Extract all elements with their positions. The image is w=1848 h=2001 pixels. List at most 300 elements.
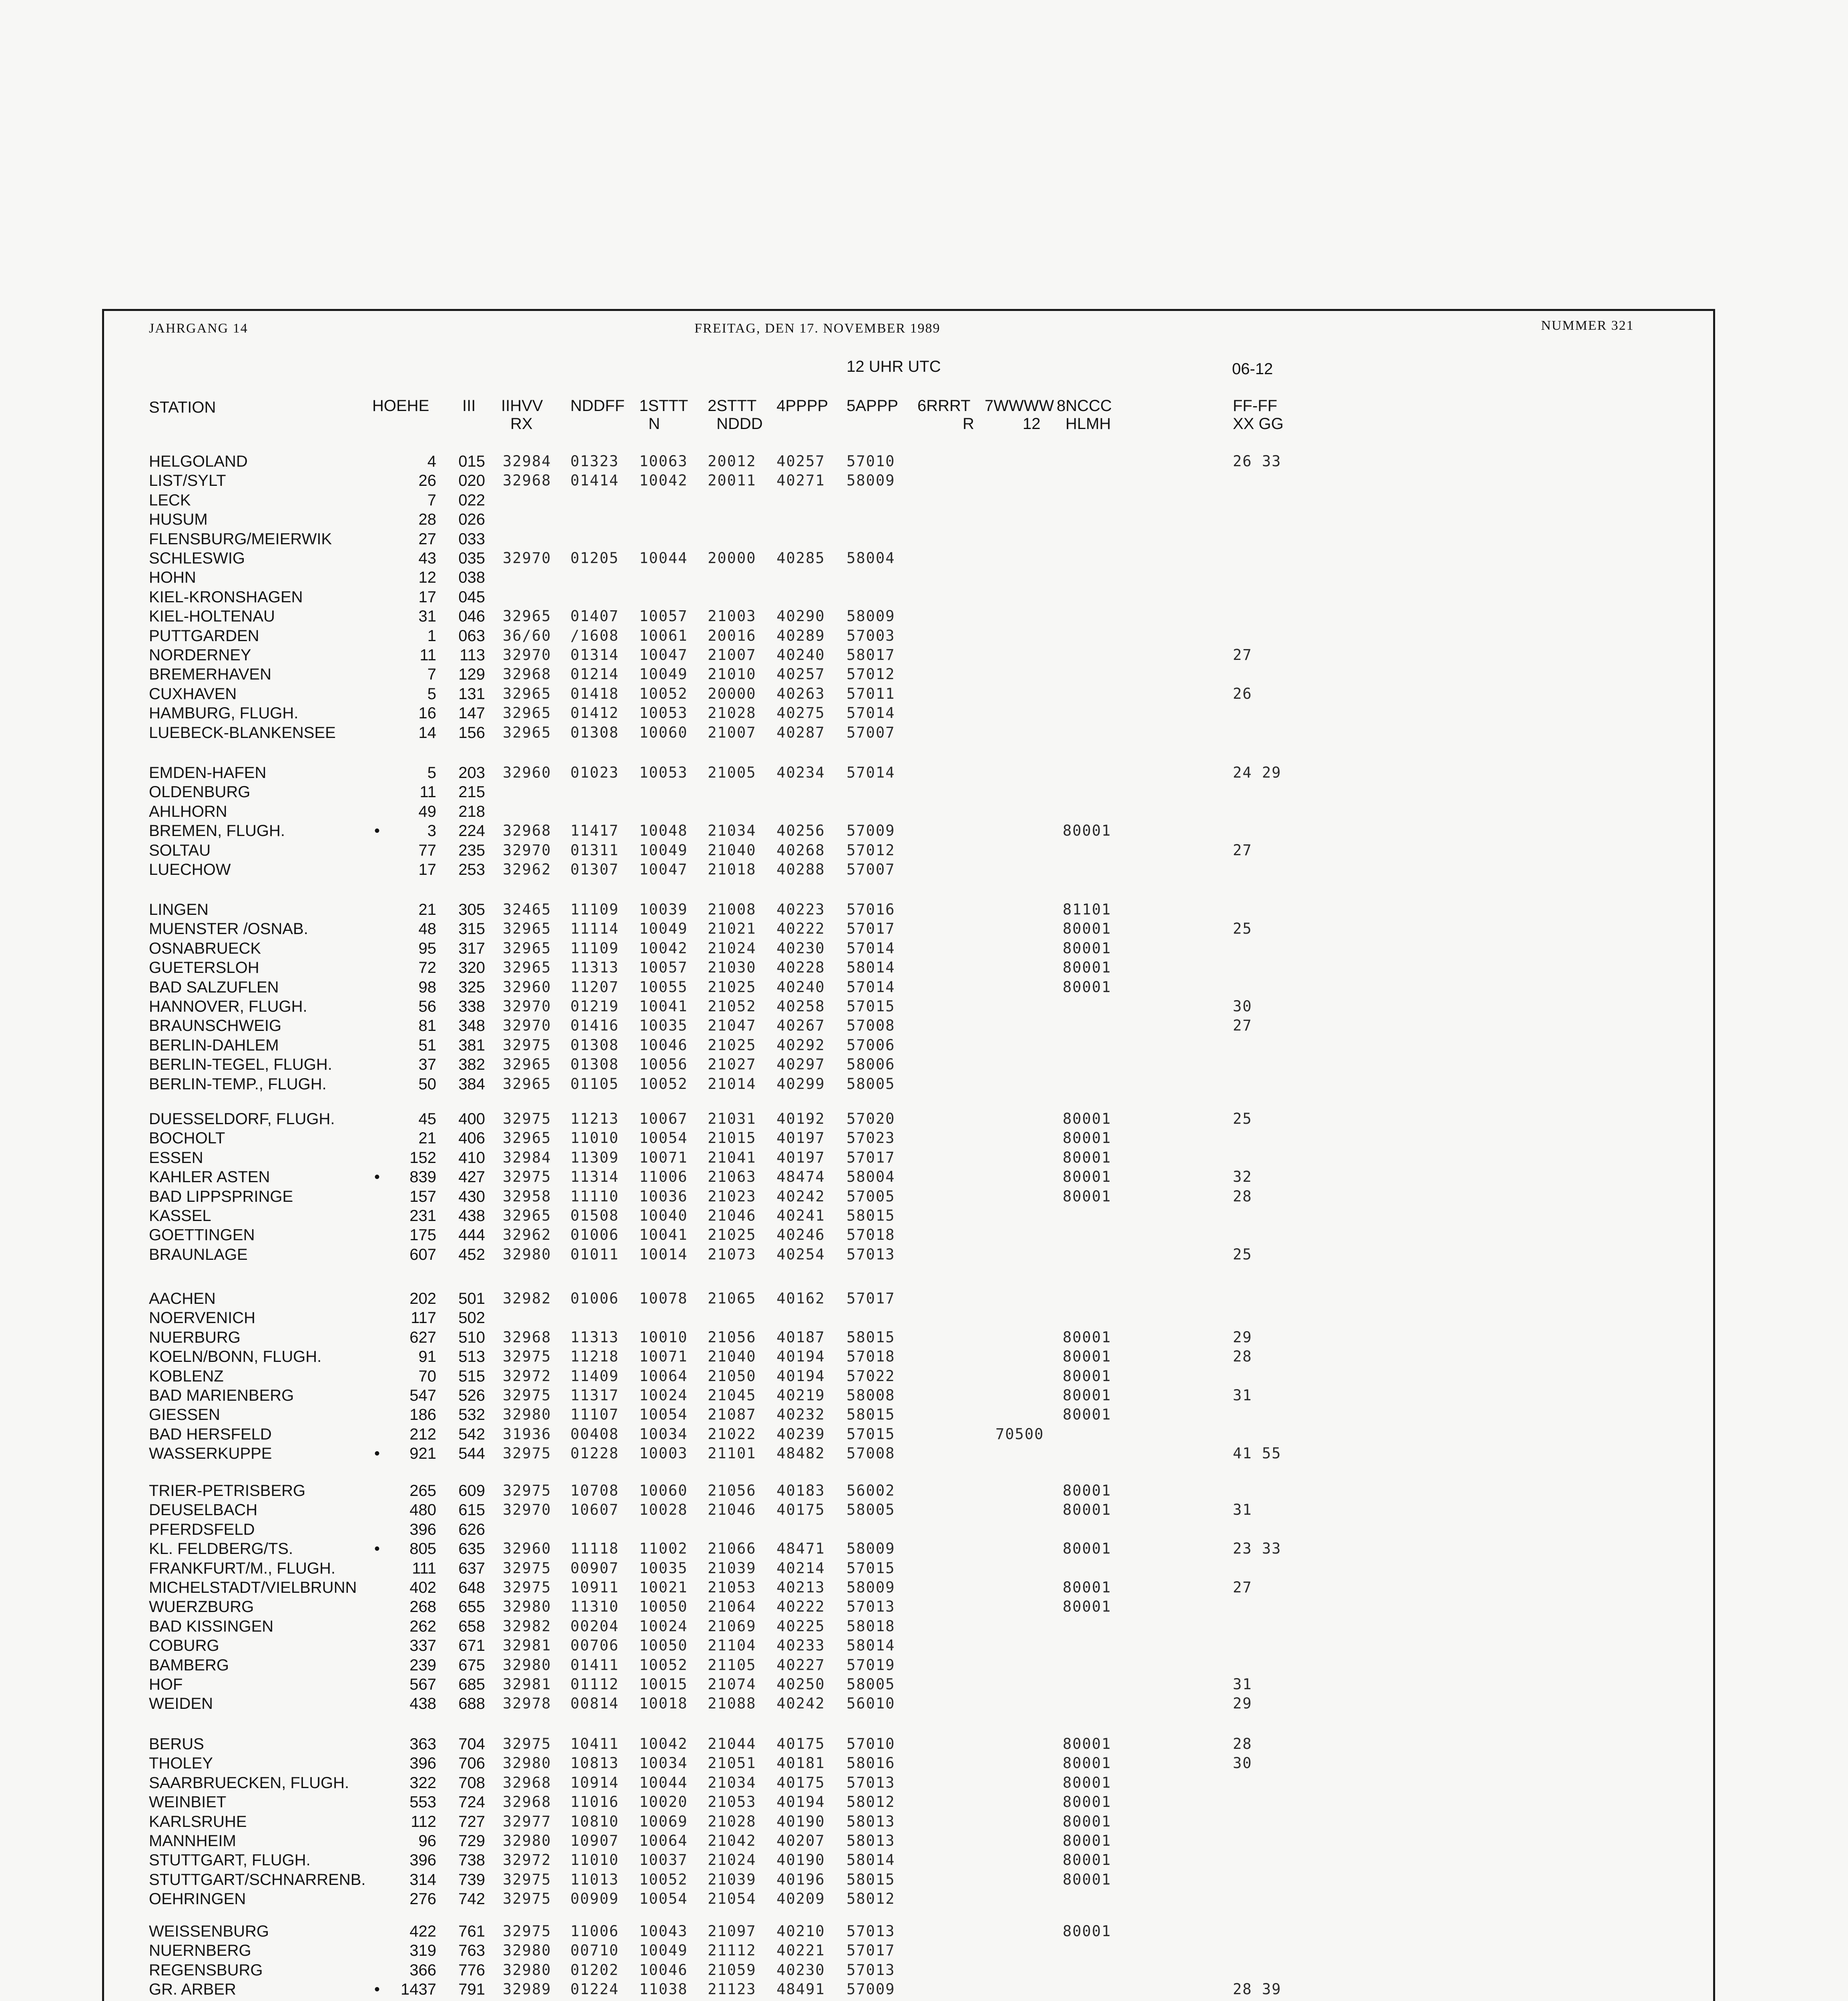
station-height: 7 xyxy=(427,491,436,509)
synop-group: 57007 xyxy=(847,724,895,741)
synop-group: 57009 xyxy=(847,1981,895,1998)
synop-group: 32980 xyxy=(503,1961,552,1979)
station-height: 186 xyxy=(409,1406,436,1424)
synop-group: 21024 xyxy=(708,940,756,957)
col-nddd: NDDD xyxy=(716,415,763,433)
station-id: 452 xyxy=(458,1246,485,1263)
synop-group: 57013 xyxy=(847,1774,895,1791)
synop-group: 58014 xyxy=(847,1637,895,1654)
station-height: 70 xyxy=(418,1367,436,1385)
station-height: 111 xyxy=(412,1560,436,1577)
synop-group: 01307 xyxy=(570,861,619,878)
station-name: WEINBIET xyxy=(149,1793,227,1811)
synop-group: 58012 xyxy=(847,1890,895,1907)
station-id: 129 xyxy=(458,666,485,683)
synop-group: 11002 xyxy=(639,1540,688,1557)
synop-group: 58009 xyxy=(847,608,895,625)
synop-group: 32968 xyxy=(503,822,552,839)
synop-group: 21015 xyxy=(708,1129,756,1147)
synop-group: 32968 xyxy=(503,666,552,683)
station-id: 215 xyxy=(458,783,485,801)
synop-group: 10053 xyxy=(639,764,688,781)
synop-group: 21039 xyxy=(708,1560,756,1577)
col-2sttt: 2STTT xyxy=(708,397,757,415)
station-id: 502 xyxy=(458,1309,485,1327)
table-row xyxy=(0,1754,1848,1772)
synop-group: 10047 xyxy=(639,861,688,878)
station-name: PFERDSFELD xyxy=(149,1521,255,1538)
station-id: 015 xyxy=(458,453,485,470)
synop-group: 01308 xyxy=(570,1056,619,1073)
synop-group: 21074 xyxy=(708,1676,756,1693)
synop-group: 40256 xyxy=(777,822,825,839)
synop-group: 40196 xyxy=(777,1871,825,1888)
table-row xyxy=(0,1617,1848,1636)
synop-group: 57014 xyxy=(847,764,895,781)
station-height: 37 xyxy=(418,1056,436,1073)
synop-group: 21069 xyxy=(708,1618,756,1635)
station-id: 685 xyxy=(458,1676,485,1693)
volume-label: JAHRGANG 14 xyxy=(149,321,248,336)
synop-group: 10064 xyxy=(639,1367,688,1385)
synop-group: 32968 xyxy=(503,1793,552,1811)
col-12: 12 xyxy=(1023,415,1041,433)
station-height: 56 xyxy=(418,998,436,1015)
synop-group: 32982 xyxy=(503,1618,552,1635)
col-rx: RX xyxy=(510,415,533,433)
group-8nccc: 80001 xyxy=(1063,1367,1112,1385)
synop-group: 10063 xyxy=(639,453,688,470)
station-height: 21 xyxy=(418,901,436,918)
synop-group: 40222 xyxy=(777,920,825,937)
synop-group: 40240 xyxy=(777,978,825,996)
synop-group: 10003 xyxy=(639,1445,688,1462)
col-station: STATION xyxy=(149,399,216,416)
synop-group: 01006 xyxy=(570,1290,619,1307)
table-row xyxy=(0,1482,1848,1500)
synop-group: 57010 xyxy=(847,453,895,470)
table-row xyxy=(0,1598,1848,1616)
group-8nccc: 80001 xyxy=(1063,1540,1112,1557)
synop-group: 10047 xyxy=(639,646,688,664)
station-name: OEHRINGEN xyxy=(149,1890,246,1908)
synop-group: 10055 xyxy=(639,978,688,996)
synop-group: 10053 xyxy=(639,704,688,722)
station-id: 147 xyxy=(458,704,485,722)
station-height: 921 xyxy=(409,1445,436,1462)
station-height: 567 xyxy=(409,1676,436,1693)
synop-group: 40242 xyxy=(777,1188,825,1205)
synop-group: 57006 xyxy=(847,1037,895,1054)
synop-group: 00814 xyxy=(570,1695,619,1712)
synop-group: 32970 xyxy=(503,842,552,859)
synop-group: 21031 xyxy=(708,1110,756,1127)
synop-group: 32980 xyxy=(503,1598,552,1615)
col-r: R xyxy=(963,415,974,433)
table-row xyxy=(0,1289,1848,1308)
station-name: BRAUNLAGE xyxy=(149,1246,248,1263)
station-name: EMDEN-HAFEN xyxy=(149,764,267,782)
synop-group: 10907 xyxy=(570,1832,619,1849)
station-name: KASSEL xyxy=(149,1207,211,1225)
station-name: KAHLER ASTEN xyxy=(149,1168,270,1186)
group-8nccc: 80001 xyxy=(1063,1501,1112,1518)
synop-group: 21063 xyxy=(708,1168,756,1185)
synop-group: 32960 xyxy=(503,764,552,781)
station-id: 729 xyxy=(458,1832,485,1850)
synop-group: 32965 xyxy=(503,608,552,625)
synop-group: 58017 xyxy=(847,646,895,664)
station-name: STUTTGART/SCHNARRENB. xyxy=(149,1871,366,1889)
station-id: 515 xyxy=(458,1367,485,1385)
synop-group: 32980 xyxy=(503,1942,552,1959)
synop-group: 11006 xyxy=(639,1168,688,1185)
synop-group: 10810 xyxy=(570,1813,619,1830)
station-id: 235 xyxy=(458,842,485,859)
station-height: 363 xyxy=(409,1735,436,1753)
synop-group: 32975 xyxy=(503,1923,552,1940)
synop-group: 32975 xyxy=(503,1735,552,1752)
station-name: BERLIN-TEMP., FLUGH. xyxy=(149,1075,327,1093)
station-height: 45 xyxy=(418,1110,436,1128)
synop-group: 21023 xyxy=(708,1188,756,1205)
synop-group: 40287 xyxy=(777,724,825,741)
synop-group: 10049 xyxy=(639,920,688,937)
station-name: FRANKFURT/M., FLUGH. xyxy=(149,1560,335,1577)
table-row xyxy=(0,1735,1848,1753)
synop-group: 01411 xyxy=(570,1656,619,1674)
table-row xyxy=(0,724,1848,742)
table-row xyxy=(0,588,1848,606)
synop-group: 01112 xyxy=(570,1676,619,1693)
group-8nccc: 81101 xyxy=(1063,901,1112,918)
synop-group: 10041 xyxy=(639,998,688,1015)
synop-group: 32965 xyxy=(503,1207,552,1224)
synop-group: 01006 xyxy=(570,1226,619,1243)
station-name: OLDENBURG xyxy=(149,783,251,801)
station-name: BOCHOLT xyxy=(149,1129,225,1147)
synop-group: 21010 xyxy=(708,666,756,683)
station-height: 396 xyxy=(409,1851,436,1869)
station-height: 11 xyxy=(419,646,436,664)
synop-group: 36/60 xyxy=(503,627,552,644)
synop-group: 21034 xyxy=(708,822,756,839)
station-name: LECK xyxy=(149,491,191,509)
synop-group: 58013 xyxy=(847,1813,895,1830)
mountain-station-marker: • xyxy=(374,1445,380,1462)
station-id: 038 xyxy=(458,569,485,586)
station-name: WUERZBURG xyxy=(149,1598,254,1616)
synop-group: 40183 xyxy=(777,1482,825,1499)
synop-group: 01224 xyxy=(570,1981,619,1998)
gust-ff: 25 xyxy=(1233,920,1252,937)
table-row xyxy=(0,471,1848,490)
station-name: GUETERSLOH xyxy=(149,959,259,976)
synop-group: 57017 xyxy=(847,1149,895,1166)
synop-group: 58009 xyxy=(847,1540,895,1557)
synop-group: 32970 xyxy=(503,1017,552,1034)
table-row xyxy=(0,1578,1848,1597)
station-name: THOLEY xyxy=(149,1754,213,1772)
synop-group: 10043 xyxy=(639,1923,688,1940)
table-row xyxy=(0,1328,1848,1347)
station-id: 776 xyxy=(458,1961,485,1979)
synop-group: 32981 xyxy=(503,1637,552,1654)
station-id: 655 xyxy=(458,1598,485,1616)
station-name: MUENSTER /OSNAB. xyxy=(149,920,308,938)
synop-group: 57013 xyxy=(847,1961,895,1979)
station-name: LIST/SYLT xyxy=(149,472,226,489)
table-row xyxy=(0,1559,1848,1578)
synop-group: 21042 xyxy=(708,1832,756,1849)
station-name: SAARBRUECKEN, FLUGH. xyxy=(149,1774,349,1792)
station-id: 615 xyxy=(458,1501,485,1519)
station-height: 98 xyxy=(418,978,436,996)
issue-number: NUMMER 321 xyxy=(1541,318,1634,333)
synop-group: 01407 xyxy=(570,608,619,625)
station-height: 314 xyxy=(409,1871,436,1889)
station-id: 406 xyxy=(458,1129,485,1147)
synop-group: 00909 xyxy=(570,1890,619,1907)
station-name: WEIDEN xyxy=(149,1695,213,1712)
synop-group: 21041 xyxy=(708,1149,756,1166)
station-height: 547 xyxy=(409,1387,436,1404)
synop-group: 57017 xyxy=(847,1290,895,1307)
synop-group: 40192 xyxy=(777,1110,825,1127)
synop-group: 58013 xyxy=(847,1832,895,1849)
group-8nccc: 80001 xyxy=(1063,1110,1112,1127)
synop-group: 00706 xyxy=(570,1637,619,1654)
station-height: 21 xyxy=(418,1129,436,1147)
synop-group: 01412 xyxy=(570,704,619,722)
table-row xyxy=(0,1890,1848,1908)
gust-ff: 30 xyxy=(1233,1754,1252,1772)
station-height: 480 xyxy=(409,1501,436,1519)
synop-group: 21022 xyxy=(708,1426,756,1443)
synop-group: 57023 xyxy=(847,1129,895,1147)
station-id: 382 xyxy=(458,1056,485,1073)
synop-group: 10064 xyxy=(639,1832,688,1849)
gust-ff: 25 xyxy=(1233,1246,1252,1263)
synop-group: 10052 xyxy=(639,685,688,702)
table-row xyxy=(0,1110,1848,1128)
synop-group: 10049 xyxy=(639,1942,688,1959)
table-row xyxy=(0,841,1848,860)
station-id: 113 xyxy=(459,646,485,664)
synop-group: 11310 xyxy=(570,1598,619,1615)
station-height: 337 xyxy=(409,1637,436,1654)
synop-group: 10054 xyxy=(639,1129,688,1147)
station-name: SCHLESWIG xyxy=(149,549,245,567)
period-label: 06-12 xyxy=(1232,360,1273,378)
station-name: DEUSELBACH xyxy=(149,1501,258,1519)
synop-group: 32975 xyxy=(503,1037,552,1054)
table-row xyxy=(0,1813,1848,1831)
synop-group: 10040 xyxy=(639,1207,688,1224)
synop-group: 40162 xyxy=(777,1290,825,1307)
synop-group: 11114 xyxy=(570,920,619,937)
synop-group: 40239 xyxy=(777,1426,825,1443)
station-id: 400 xyxy=(458,1110,485,1128)
synop-group: 40219 xyxy=(777,1387,825,1404)
synop-group: 01308 xyxy=(570,724,619,741)
synop-group: 57003 xyxy=(847,627,895,644)
synop-group: 10028 xyxy=(639,1501,688,1518)
synop-group: 40258 xyxy=(777,998,825,1015)
station-height: 72 xyxy=(418,959,436,976)
station-id: 727 xyxy=(458,1813,485,1831)
station-id: 035 xyxy=(458,549,485,567)
station-name: BAD HERSFELD xyxy=(149,1426,272,1443)
table-row xyxy=(0,1520,1848,1539)
synop-group: 40263 xyxy=(777,685,825,702)
synop-group: 01202 xyxy=(570,1961,619,1979)
station-name: KOBLENZ xyxy=(149,1367,224,1385)
synop-group: 40250 xyxy=(777,1676,825,1693)
group-8nccc: 80001 xyxy=(1063,1871,1112,1888)
station-id: 218 xyxy=(458,803,485,820)
synop-group: 21028 xyxy=(708,704,756,722)
station-id: 688 xyxy=(458,1695,485,1712)
group-8nccc: 80001 xyxy=(1063,1851,1112,1869)
synop-group: 32960 xyxy=(503,978,552,996)
synop-group: 58004 xyxy=(847,1168,895,1185)
synop-group: 32465 xyxy=(503,901,552,918)
synop-group: 40232 xyxy=(777,1406,825,1423)
synop-group: 32970 xyxy=(503,998,552,1015)
station-name: MANNHEIM xyxy=(149,1832,236,1850)
station-height: 422 xyxy=(409,1923,436,1940)
table-row xyxy=(0,1444,1848,1463)
synop-group: 10049 xyxy=(639,842,688,859)
synop-group: 32975 xyxy=(503,1110,552,1127)
synop-group: 21104 xyxy=(708,1637,756,1654)
synop-group: 21007 xyxy=(708,646,756,664)
station-name: HANNOVER, FLUGH. xyxy=(149,998,307,1015)
table-row xyxy=(0,685,1848,703)
synop-group: 10914 xyxy=(570,1774,619,1791)
synop-group: 21050 xyxy=(708,1367,756,1385)
station-height: 202 xyxy=(409,1290,436,1307)
station-id: 348 xyxy=(458,1017,485,1035)
station-name: BERLIN-DAHLEM xyxy=(149,1037,279,1054)
synop-group: 21051 xyxy=(708,1754,756,1772)
station-name: NOERVENICH xyxy=(149,1309,255,1327)
table-row xyxy=(0,802,1848,821)
station-height: 157 xyxy=(409,1188,436,1205)
synop-group: 32975 xyxy=(503,1560,552,1577)
col-xx-gg: XX GG xyxy=(1233,415,1284,433)
synop-group: 40297 xyxy=(777,1056,825,1073)
station-id: 320 xyxy=(458,959,485,976)
station-height: 839 xyxy=(409,1168,436,1186)
synop-group: 40240 xyxy=(777,646,825,664)
synop-group: 32965 xyxy=(503,940,552,957)
station-height: 212 xyxy=(409,1426,436,1443)
synop-group: 57015 xyxy=(847,1560,895,1577)
col-hlmh: HLMH xyxy=(1065,415,1111,433)
group-7wwww: 70500 xyxy=(995,1426,1044,1443)
table-row xyxy=(0,510,1848,529)
synop-group: 57010 xyxy=(847,1735,895,1752)
table-row xyxy=(0,704,1848,722)
synop-group: 10010 xyxy=(639,1329,688,1346)
table-row xyxy=(0,1425,1848,1444)
synop-group: 32965 xyxy=(503,724,552,741)
table-row xyxy=(0,1980,1848,1999)
table-row xyxy=(0,665,1848,684)
table-row xyxy=(0,1055,1848,1074)
table-row xyxy=(0,1075,1848,1093)
synop-group: 10024 xyxy=(639,1387,688,1404)
synop-group: 10056 xyxy=(639,1056,688,1073)
synop-group: 10050 xyxy=(639,1598,688,1615)
table-row xyxy=(0,1774,1848,1792)
table-row xyxy=(0,491,1848,509)
station-height: 3 xyxy=(427,822,436,840)
synop-group: 40213 xyxy=(777,1579,825,1596)
synop-group: 40197 xyxy=(777,1149,825,1166)
col-iihvv: IIHVV xyxy=(501,397,543,415)
synop-group: 21066 xyxy=(708,1540,756,1557)
table-row xyxy=(0,1501,1848,1519)
synop-group: 58014 xyxy=(847,1851,895,1869)
table-row xyxy=(0,939,1848,958)
synop-group: 21052 xyxy=(708,998,756,1015)
synop-group: 57012 xyxy=(847,842,895,859)
station-height: 31 xyxy=(418,608,436,625)
synop-group: 01311 xyxy=(570,842,619,859)
table-row xyxy=(0,1406,1848,1424)
synop-group: 21003 xyxy=(708,608,756,625)
station-height: 95 xyxy=(418,940,436,957)
synop-group: 40292 xyxy=(777,1037,825,1054)
station-id: 131 xyxy=(458,685,485,703)
group-8nccc: 80001 xyxy=(1063,1482,1112,1499)
station-id: 671 xyxy=(458,1637,485,1654)
synop-group: 21112 xyxy=(708,1942,756,1959)
synop-group: 21046 xyxy=(708,1501,756,1518)
station-id: 761 xyxy=(458,1923,485,1940)
synop-group: 32972 xyxy=(503,1367,552,1385)
synop-group: 40210 xyxy=(777,1923,825,1940)
synop-group: 48482 xyxy=(777,1445,825,1462)
synop-group: 40257 xyxy=(777,666,825,683)
synop-group: 10067 xyxy=(639,1110,688,1127)
group-8nccc: 80001 xyxy=(1063,822,1112,839)
synop-group: 40223 xyxy=(777,901,825,918)
synop-group: 40241 xyxy=(777,1207,825,1224)
gust-ff: 27 xyxy=(1233,646,1252,664)
station-id: 438 xyxy=(458,1207,485,1225)
mountain-station-marker: • xyxy=(374,1168,380,1186)
table-row xyxy=(0,920,1848,938)
table-row xyxy=(0,1793,1848,1811)
synop-group: 20012 xyxy=(708,453,756,470)
synop-group: 21028 xyxy=(708,1813,756,1830)
synop-group: 01418 xyxy=(570,685,619,702)
synop-group: 32978 xyxy=(503,1695,552,1712)
synop-group: 01416 xyxy=(570,1017,619,1034)
synop-group: 10046 xyxy=(639,1961,688,1979)
station-height: 7 xyxy=(427,666,436,683)
synop-group: 01205 xyxy=(570,549,619,567)
synop-group: 11038 xyxy=(639,1981,688,1998)
synop-group: 32984 xyxy=(503,453,552,470)
synop-group: 32975 xyxy=(503,1482,552,1499)
station-name: REGENSBURG xyxy=(149,1961,263,1979)
station-name: HOF xyxy=(149,1676,183,1693)
